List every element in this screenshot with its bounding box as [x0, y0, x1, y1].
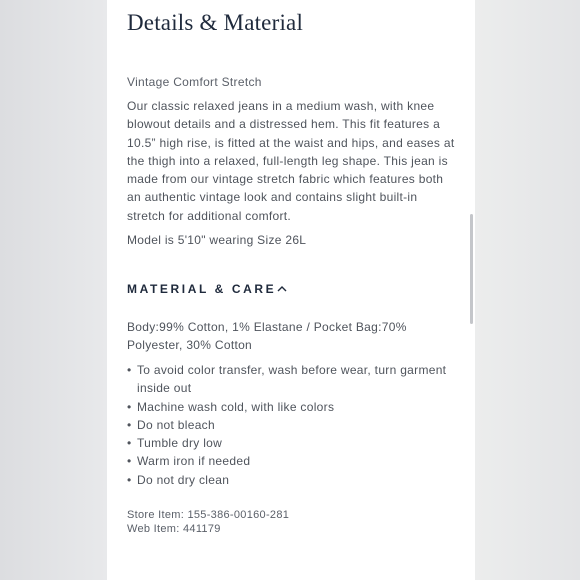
web-item-number: Web Item: 441179	[127, 523, 221, 535]
list-item	[127, 416, 457, 434]
material-care-title: MATERIAL & CARE	[127, 282, 277, 296]
scrollbar-thumb[interactable]	[470, 214, 473, 324]
bullet: •	[127, 363, 132, 377]
list-item	[127, 471, 457, 489]
style-name: Vintage Comfort Stretch	[127, 75, 262, 89]
care-item-text: Machine wash cold, with like colors	[137, 399, 335, 414]
care-item-text: To avoid color transfer, wash before wear, turn garment inside out	[137, 363, 447, 396]
product-description: Our classic relaxed jeans in a medium wash, with knee blowout details and a distressed hem. This fit features a 10.5” high rise, is fitted at the waist and hips, and eases at the thigh into a relaxed, full-length leg shape. This jean is made from our vintage stretch fabric which features both an authentic vintage look and contains slight built-in stretch for additional comfort.	[127, 99, 455, 223]
bullet: •	[127, 417, 132, 432]
backdrop-left	[0, 0, 107, 580]
bullet: •	[127, 436, 132, 451]
bullet: •	[127, 472, 132, 487]
page-title: Details & Material	[127, 10, 304, 35]
fabric-composition: Body:99% Cotton, 1% Elastane / Pocket Bag:70% Polyester, 30% Cotton	[127, 320, 407, 353]
bullet: •	[127, 454, 132, 469]
list-item	[127, 361, 457, 398]
care-item-text: Do not dry clean	[137, 472, 230, 487]
list-item	[127, 398, 457, 416]
store-item-number: Store Item: 155-386-00160-281	[127, 509, 290, 521]
care-item-text: Warm iron if needed	[137, 454, 251, 469]
chevron-up-icon	[276, 284, 288, 294]
list-item	[127, 434, 457, 452]
care-item-text: Tumble dry low	[137, 436, 223, 451]
care-item-text: Do not bleach	[137, 417, 215, 432]
care-instructions-list	[127, 361, 457, 489]
backdrop-right	[475, 0, 580, 580]
material-care-toggle[interactable]	[127, 282, 288, 296]
product-details-panel	[107, 0, 475, 580]
bullet: •	[127, 399, 132, 414]
list-item	[127, 452, 457, 470]
model-info: Model is 5'10" wearing Size 26L	[127, 233, 307, 247]
